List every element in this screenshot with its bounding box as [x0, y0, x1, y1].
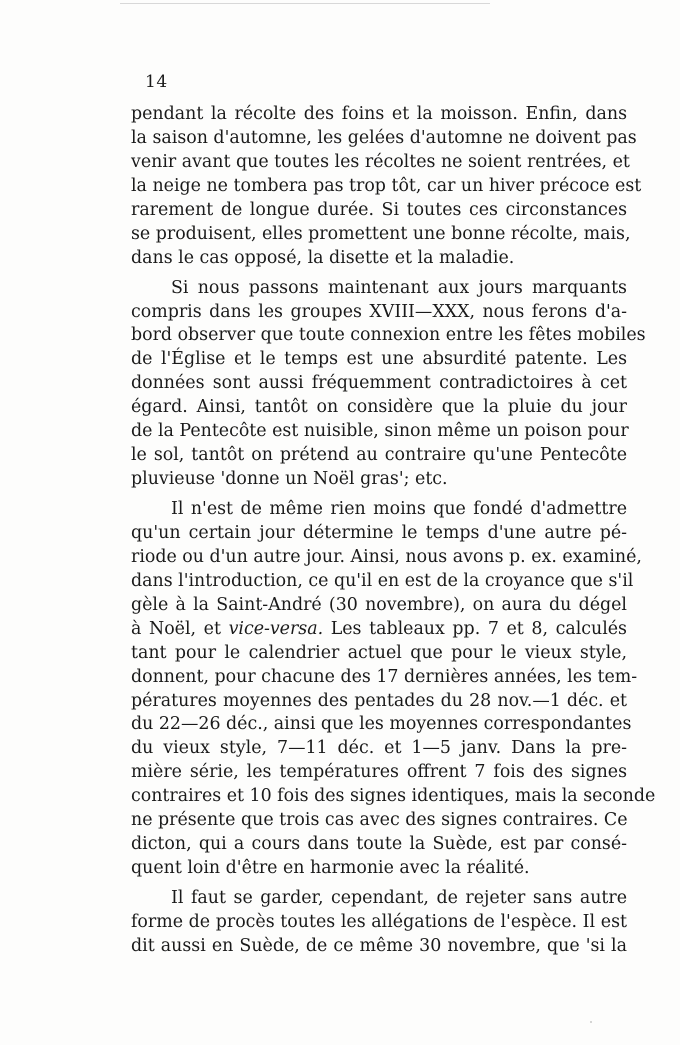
paragraph	[131, 498, 656, 881]
text-line: de la Pentecôte est nuisible, sinon même un poison pour	[131, 421, 629, 442]
text-line: quent loin d'être en harmonie avec la réalité.	[131, 858, 530, 879]
text-line: rarement de longue durée. Si toutes ces circonstances	[131, 199, 627, 220]
text-line: pluvieuse 'donne un Noël gras'; etc.	[131, 469, 448, 490]
paragraph	[131, 277, 646, 492]
text-line: forme de procès toutes les allégations de l'espèce. Il est	[131, 911, 627, 932]
text-line: égard. Ainsi, tantôt on considère que la pluie du jour	[131, 397, 627, 418]
text-line: bord observer que toute connexion entre les fêtes mobiles	[131, 325, 646, 346]
text-line: pendant la récolte des foins et la moisson. Enfin, dans	[131, 104, 627, 124]
text-line: pératures moyennes des pentades du 28 nov.—1 déc. et	[131, 690, 627, 711]
body-text	[131, 103, 656, 959]
text-run: Les tableaux pp. 7 et 8, calculés	[323, 618, 627, 639]
text-line: la neige ne tombera pas trop tôt, car un hiver précoce est	[131, 175, 642, 196]
page-number: 14	[145, 72, 168, 92]
text-line: se produisent, elles promettent une bonne récolte, mais,	[131, 223, 631, 244]
scan-edge-line	[120, 3, 490, 4]
text-line: dicton, qui a cours dans toute la Suède, est par consé-	[131, 834, 627, 855]
text-line: du 22—26 déc., ainsi que les moyennes correspondantes	[131, 714, 632, 735]
italic-phrase: vice-versa.	[228, 618, 324, 639]
text-line: compris dans les groupes XVIII—XXX, nous ferons d'a-	[131, 301, 627, 322]
paragraph	[131, 103, 642, 271]
paragraph	[131, 887, 627, 959]
text-line: riode ou d'un autre jour. Ainsi, nous avons p. ex. examiné,	[131, 546, 642, 567]
text-line-with-italic	[131, 618, 627, 642]
text-line: du vieux style, 7—11 déc. et 1—5 janv. Dans la pre-	[131, 738, 627, 759]
text-line: le sol, tantôt on prétend au contraire qu'une Pentecôte	[131, 445, 627, 466]
text-line: Il n'est de même rien moins que fondé d'admettre	[171, 499, 627, 519]
text-line: mière série, les températures offrent 7 fois des signes	[131, 762, 627, 783]
text-line: qu'un certain jour détermine le temps d'une autre pé-	[131, 522, 627, 543]
text-line: dans l'introduction, ce qu'il en est de la croyance que s'il	[131, 570, 634, 591]
text-line: de l'Église et le temps est une absurdité patente. Les	[131, 349, 627, 370]
text-run: à Noël, et	[131, 618, 229, 639]
text-line: ne présente que trois cas avec des signes contraires. Ce	[131, 810, 628, 831]
text-line: donnent, pour chacune des 17 dernières années, les tem-	[131, 666, 638, 687]
text-line: tant pour le calendrier actuel que pour le vieux style,	[131, 642, 627, 663]
text-line: gèle à la Saint-André (30 novembre), on aura du dégel	[131, 594, 627, 615]
text-line: contraires et 10 fois des signes identiques, mais la seconde	[131, 786, 656, 807]
text-line: la saison d'automne, les gelées d'automne ne doivent pas	[131, 127, 637, 148]
text-line: Si nous passons maintenant aux jours marquants	[171, 277, 627, 298]
text-line: données sont aussi fréquemment contradictoires à cet	[131, 373, 627, 394]
text-line: dit aussi en Suède, de ce même 30 novembre, que 'si la	[131, 935, 627, 956]
text-line: venir avant que toutes les récoltes ne soient rentrées, et	[131, 151, 630, 172]
scan-speck	[590, 1021, 592, 1023]
text-line: dans le cas opposé, la disette et la maladie.	[131, 247, 515, 268]
text-line: Il faut se garder, cependant, de rejeter sans autre	[171, 888, 627, 908]
